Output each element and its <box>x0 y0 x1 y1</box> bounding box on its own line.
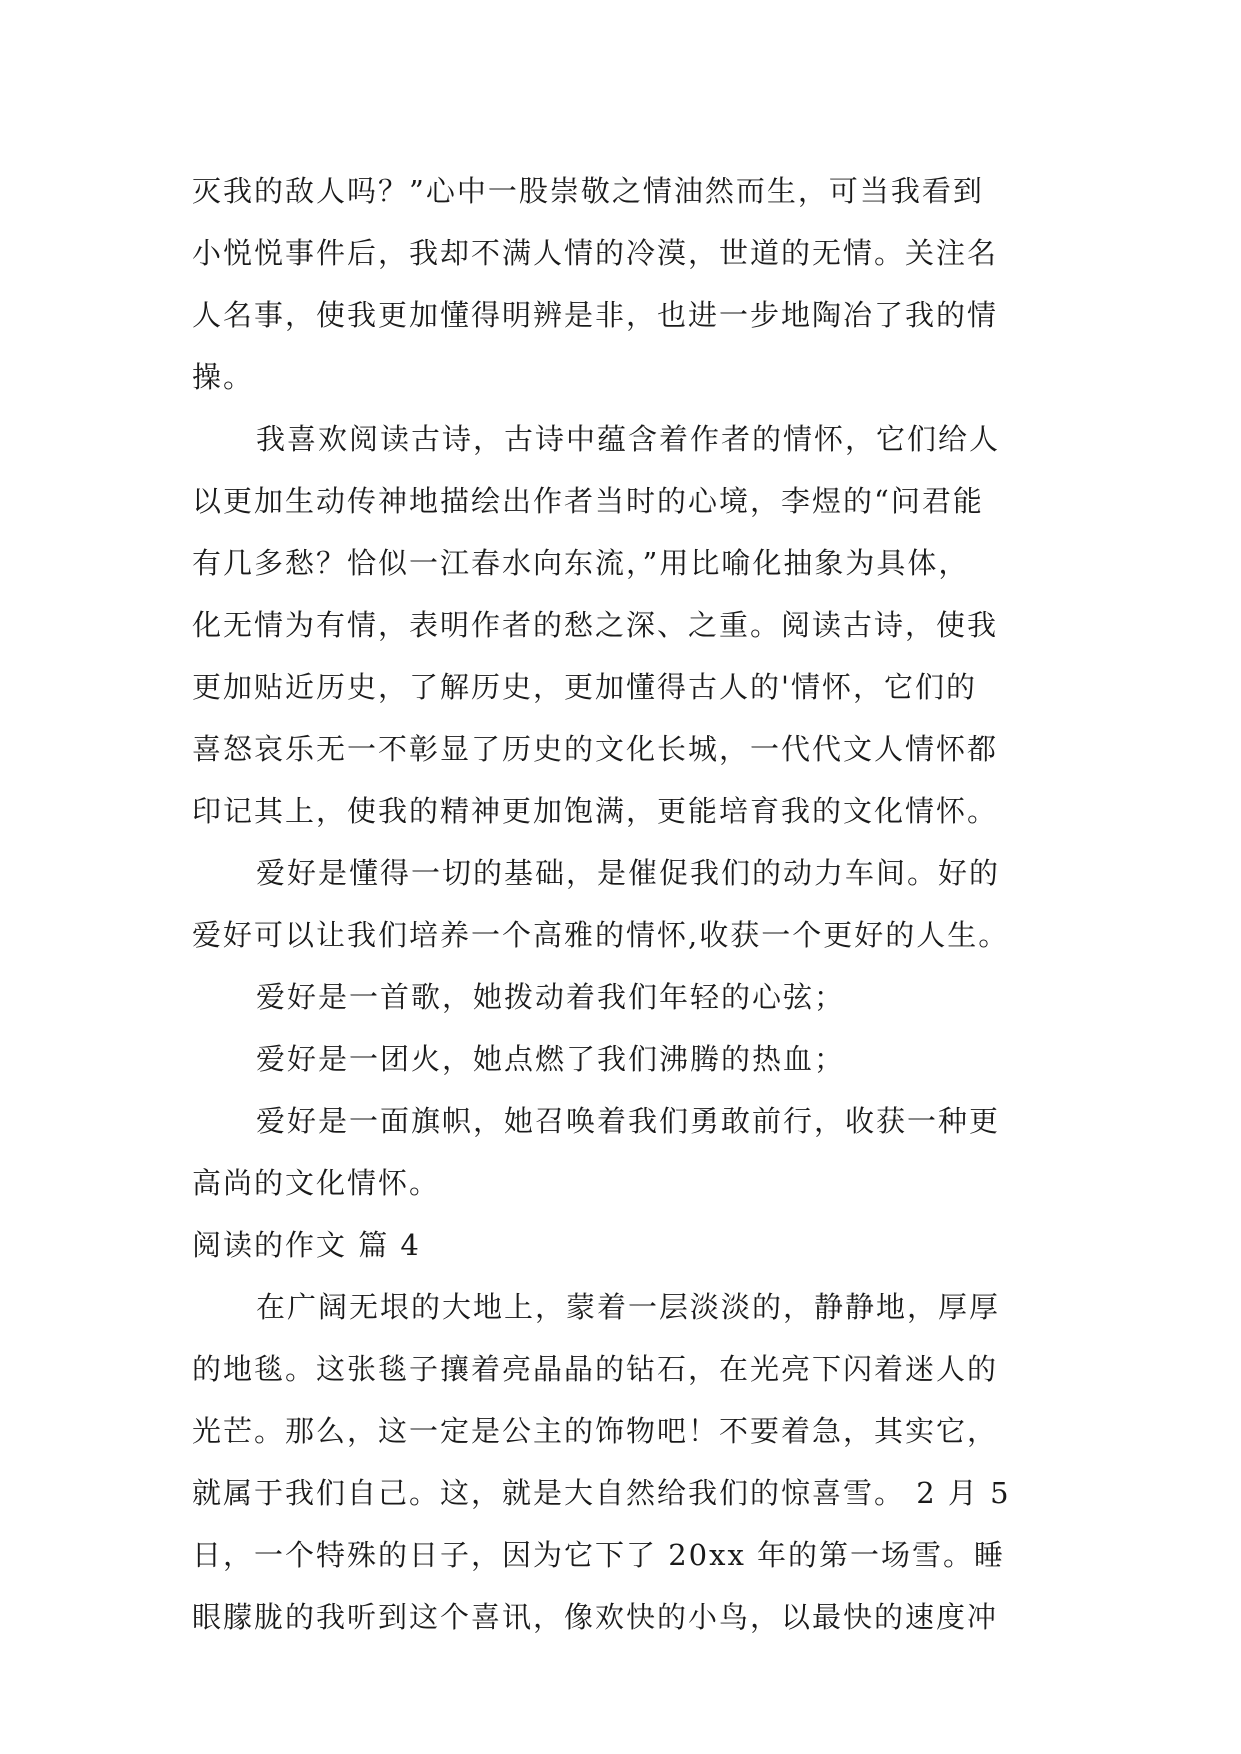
text-line: 印记其上，使我的精神更加饱满，更能培育我的文化情怀。 <box>192 794 999 828</box>
text-line: 以更加生动传神地描绘出作者当时的心境，李煜的“问君能 <box>192 484 984 518</box>
paragraph <box>192 1028 1052 1090</box>
text-line: 操。 <box>192 360 255 394</box>
document-page <box>192 160 1052 1648</box>
text-line: 爱好是懂得一切的基础，是催促我们的动力车间。好的 <box>256 856 1001 890</box>
paragraph <box>192 966 1052 1028</box>
text-line: 爱好是一首歌，她拨动着我们年轻的心弦； <box>256 980 846 1014</box>
text-line: 光芒。那么，这一定是公主的饰物吧！不要着急，其实它， <box>192 1414 999 1448</box>
paragraph <box>192 1090 1052 1214</box>
text-line: 的地毯。这张毯子攘着亮晶晶的钻石，在光亮下闪着迷人的 <box>192 1352 999 1386</box>
paragraph <box>192 160 1052 408</box>
paragraph <box>192 842 1052 966</box>
text-line: 在广阔无垠的大地上，蒙着一层淡淡的，静静地，厚厚 <box>256 1290 1001 1324</box>
text-line: 化无情为有情，表明作者的愁之深、之重。阅读古诗，使我 <box>192 608 999 642</box>
text-line: 眼朦胧的我听到这个喜讯，像欢快的小鸟，以最快的速度冲 <box>192 1600 999 1634</box>
text-line: 爱好是一团火，她点燃了我们沸腾的热血； <box>256 1042 846 1076</box>
text-line: 就属于我们自己。这，就是大自然给我们的惊喜雪。 2 月 5 <box>192 1476 1011 1510</box>
text-line: 高尚的文化情怀。 <box>192 1166 441 1200</box>
text-line: 日，一个特殊的日子，因为它下了 20xx 年的第一场雪。睡 <box>192 1538 1006 1572</box>
text-line: 喜怒哀乐无一不彰显了历史的文化长城，一代代文人情怀都 <box>192 732 999 766</box>
text-line: 有几多愁？恰似一江春水向东流，”用比喻化抽象为具体， <box>192 546 970 580</box>
paragraph <box>192 408 1052 842</box>
text-line: 我喜欢阅读古诗，古诗中蕴含着作者的情怀，它们给人 <box>256 422 1001 456</box>
text-line: 小悦悦事件后，我却不满人情的冷漠，世道的无情。关注名 <box>192 236 999 270</box>
text-line: 爱好可以让我们培养一个高雅的情怀,收获一个更好的人生。 <box>192 918 1010 952</box>
text-line: 人名事，使我更加懂得明辨是非，也进一步地陶冶了我的情 <box>192 298 999 332</box>
paragraph <box>192 1276 1052 1648</box>
text-line: 更加贴近历史，了解历史，更加懂得古人的'情怀，它们的 <box>192 670 977 704</box>
text-line: 灭我的敌人吗？”心中一股崇敬之情油然而生，可当我看到 <box>192 174 984 208</box>
section-heading: 阅读的作文 篇 4 <box>192 1228 421 1262</box>
text-line: 爱好是一面旗帜，她召唤着我们勇敢前行，收获一种更 <box>256 1104 1001 1138</box>
